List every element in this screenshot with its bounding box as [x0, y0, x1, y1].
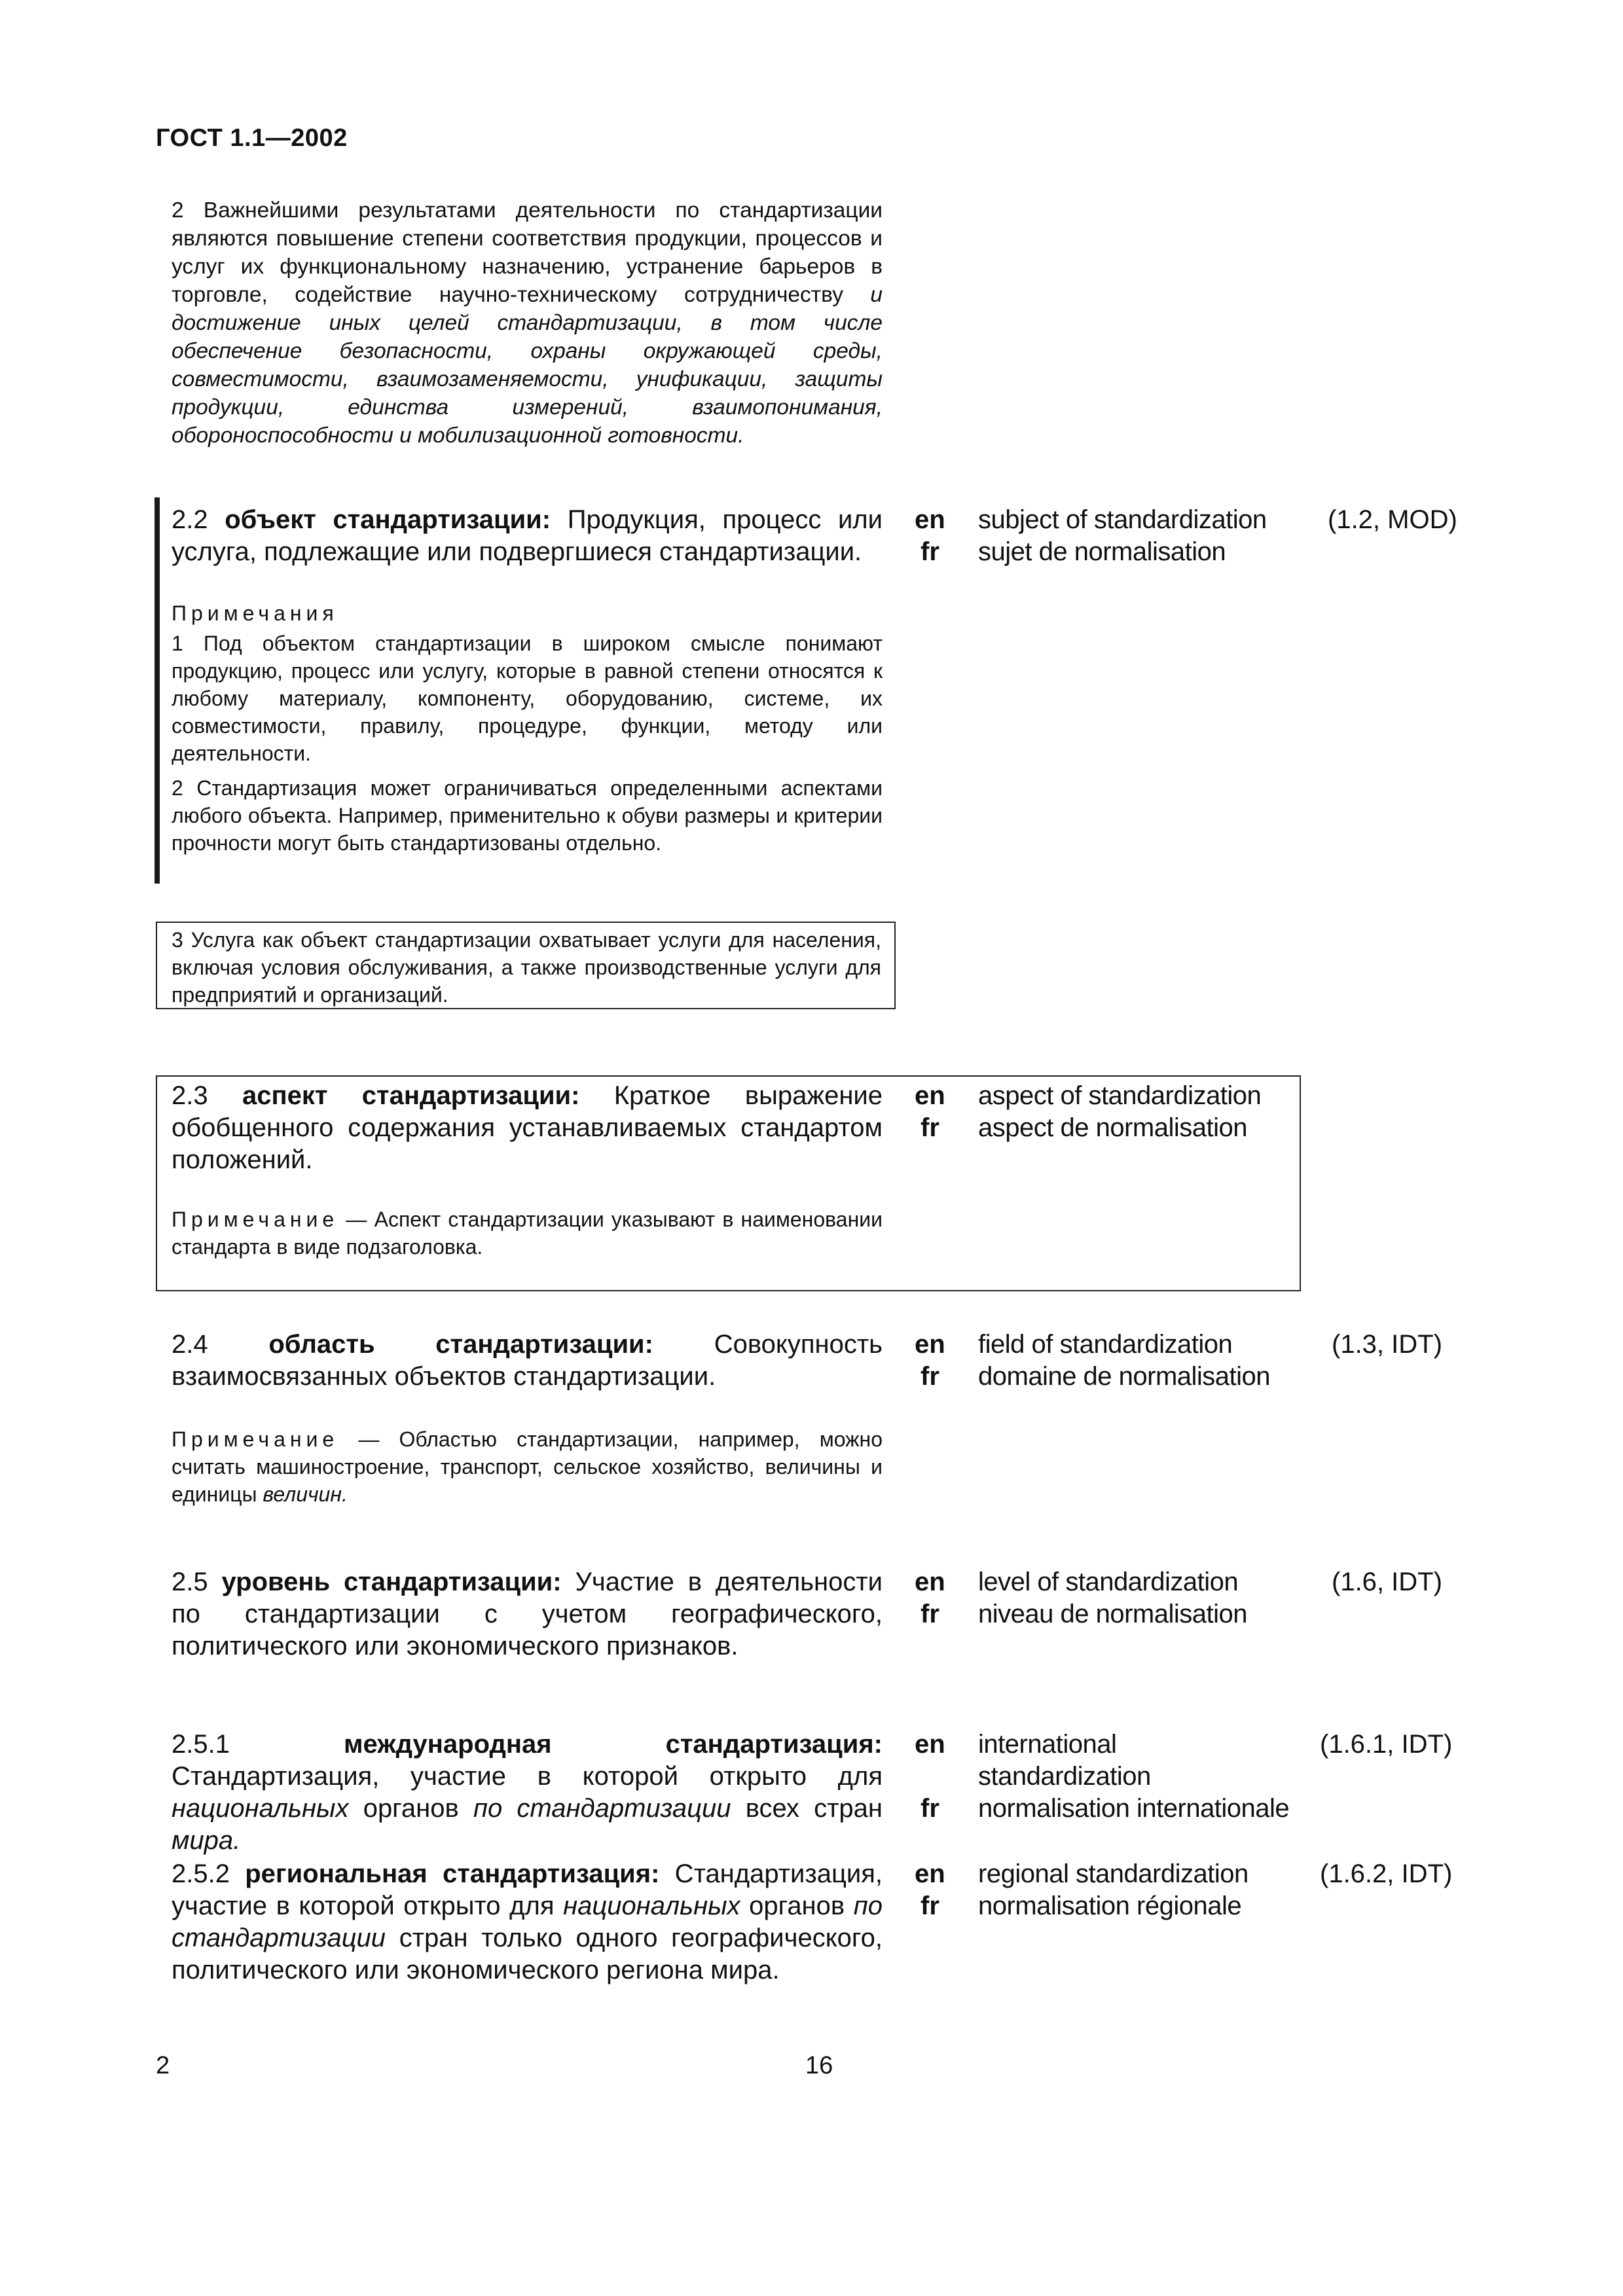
term-2-3-lang-fr: fr — [921, 1113, 939, 1142]
term-2-5-1-lang-en: en — [915, 1730, 945, 1759]
term-2-5-2-en: regional standardization — [978, 1859, 1249, 1888]
term-2-4-definition: 2.4 область стандартизации: Совокупность взаимосвязанных объектов стандартизации. — [172, 1330, 883, 1391]
term-2-4-note: Примечание — Областью стандартизации, например, можно считать машиностроение, транспорт, сельское хозяйство, величины и единицы величин. — [172, 1427, 883, 1506]
term-2-5-1-term: международная стандартизация: — [343, 1730, 883, 1759]
term-2-3-lang-en: en — [915, 1081, 945, 1110]
term-2-2-note-3: 3 Услуга как объект стандартизации охватывает услуги для населения, включая условия обслуживания, а также производственные услуги для предприятий и организаций. — [172, 928, 881, 1007]
term-2-5-1-definition: 2.5.1 международная стандартизация: Стандартизация, участие в которой открыто для национальных органов по стандартизации всех стран мира. — [172, 1730, 883, 1855]
change-bar — [155, 497, 160, 884]
term-2-2-notes-heading: Примечания — [172, 601, 338, 625]
term-2-2-note-3-box — [156, 922, 896, 1009]
term-2-5-2-lang-fr: fr — [921, 1892, 939, 1920]
term-2-4-term: область стандартизации: — [268, 1330, 653, 1359]
term-2-3-note: Примечание — Аспект стандартизации указывают в наименовании стандарта в виде подзаголовка. — [172, 1208, 883, 1259]
note-results-italic: и достижение иных целей стандартизации, в том числе обеспечение безопасности, охраны окружающей среды, совместимости, взаимозаменяемости, унификации, защиты продукции, единства измерений, взаимопонимания, обороноспособности и мобилизационной готовности. — [172, 283, 883, 448]
term-2-5-1-ref: (1.6.1, IDT) — [1320, 1730, 1453, 1759]
term-2-5-en: level of standardization — [978, 1568, 1239, 1596]
page-number: 2 — [156, 2052, 170, 2079]
term-2-2-en: subject of standardization — [978, 505, 1267, 534]
term-2-5-term: уровень стандартизации: — [221, 1568, 562, 1596]
document-header: ГОСТ 1.1—2002 — [156, 124, 348, 152]
term-2-3-definition: 2.3 аспект стандартизации: Краткое выражение обобщенного содержания устанавливаемых стандартом положений. — [172, 1081, 883, 1174]
term-2-5-1-fr: normalisation internationale — [978, 1794, 1290, 1823]
term-2-2-note-2: 2 Стандартизация может ограничиваться определенными аспектами любого объекта. Например, применительно к обуви размеры и критерии прочности могут быть стандартизованы отдельно. — [172, 776, 883, 855]
term-2-5-1-en: international standardization — [978, 1730, 1151, 1791]
term-2-4-en: field of standardization — [978, 1330, 1233, 1359]
note-results-plain: 2 Важнейшими результатами деятельности по стандартизации являются повышение степени соответствия продукции, процессов и услуг их функциональному назначению, устранение барьеров в торговле, содействие научно-техническому сотрудничеству — [172, 198, 883, 307]
term-2-2-term: объект стандартизации: — [225, 505, 551, 534]
term-2-3-en: aspect of standardization — [978, 1081, 1262, 1110]
term-2-2-lang-fr: fr — [921, 537, 939, 566]
term-2-5-lang-en: en — [915, 1568, 945, 1596]
note-results — [172, 196, 883, 450]
term-2-4-lang-en: en — [915, 1330, 945, 1359]
term-2-5-2-ref: (1.6.2, IDT) — [1320, 1859, 1453, 1888]
sheet-number: 16 — [805, 2052, 833, 2079]
term-2-4-fr: domaine de normalisation — [978, 1362, 1271, 1391]
term-2-2-lang-en: en — [915, 505, 945, 534]
term-2-5-2-fr: normalisation régionale — [978, 1892, 1242, 1920]
term-2-2-definition: 2.2 объект стандартизации: Продукция, процесс или услуга, подлежащие или подвергшиеся стандартизации. — [172, 505, 883, 566]
term-2-5-definition: 2.5 уровень стандартизации: Участие в деятельности по стандартизации с учетом географического, политического или экономического признаков. — [172, 1568, 883, 1660]
term-2-2-ref: (1.2, MOD) — [1328, 505, 1457, 534]
term-2-5-fr: niveau de normalisation — [978, 1600, 1247, 1628]
term-2-5-lang-fr: fr — [921, 1600, 939, 1628]
term-2-5-2-lang-en: en — [915, 1859, 945, 1888]
term-2-4-lang-fr: fr — [921, 1362, 939, 1391]
term-2-2-fr: sujet de normalisation — [978, 537, 1226, 566]
term-2-5-1-lang-fr: fr — [921, 1794, 939, 1823]
term-2-5-ref: (1.6, IDT) — [1332, 1568, 1442, 1596]
term-2-3-term: аспект стандартизации: — [242, 1081, 580, 1110]
term-2-3-fr: aspect de normalisation — [978, 1113, 1247, 1142]
term-2-4-ref: (1.3, IDT) — [1332, 1330, 1442, 1359]
term-2-5-2-term: региональная стандартизация: — [245, 1859, 660, 1888]
term-2-2-note-1: 1 Под объектом стандартизации в широком смысле понимают продукцию, процесс или услугу, которые в равной степени относятся к любому материалу, компоненту, оборудованию, системе, их совместимости, правилу, процедуре, функции, методу или деятельности. — [172, 632, 883, 765]
term-2-5-2-definition: 2.5.2 региональная стандартизация: Стандартизация, участие в которой открыто для национальных органов по стандартизации стран только одного географического, политического или экономического региона мира. — [172, 1859, 883, 1984]
